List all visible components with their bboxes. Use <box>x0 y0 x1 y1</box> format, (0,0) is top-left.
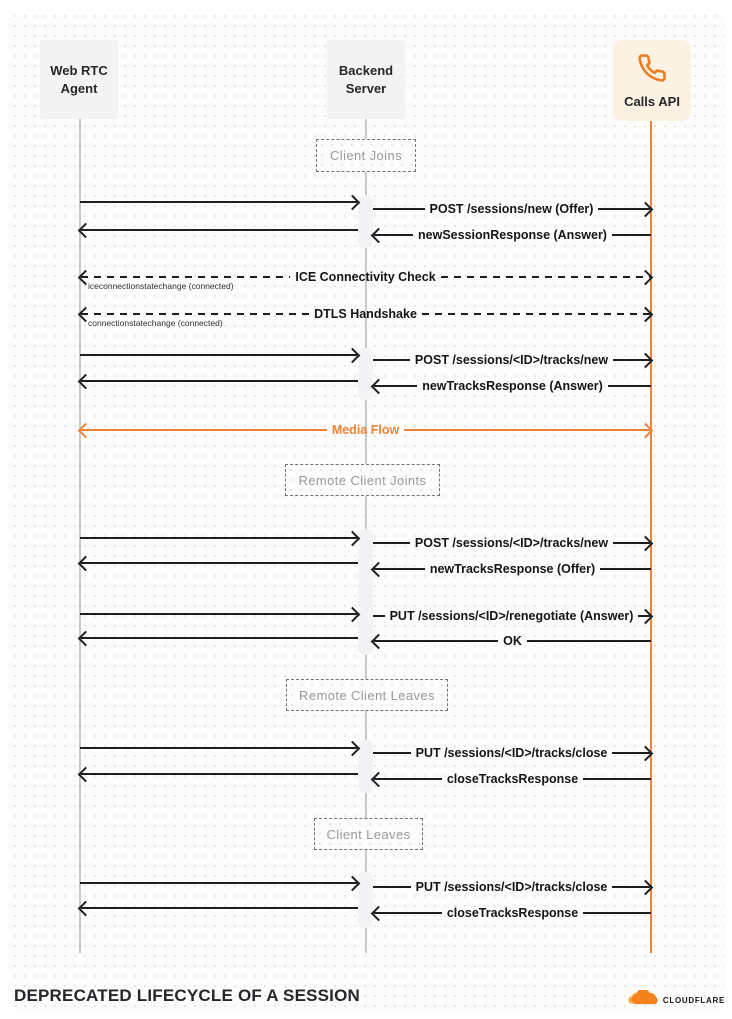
arrowhead-left-icon <box>78 555 94 571</box>
section-remote-client-joints <box>285 464 440 496</box>
message-line <box>373 615 385 617</box>
message-line <box>373 886 411 888</box>
message-line <box>81 637 358 639</box>
message-line <box>374 640 498 642</box>
message-line <box>80 882 357 884</box>
message-label: newTracksResponse (Answer) <box>422 379 603 393</box>
message-line <box>404 429 650 431</box>
arrowhead-right-icon <box>345 347 361 363</box>
cloudflare-cloud-icon <box>628 990 660 1010</box>
message-arrow <box>373 227 651 243</box>
message-label: PUT /sessions/<ID>/tracks/close <box>415 746 608 760</box>
page-title: DEPRECATED LIFECYCLE OF A SESSION <box>14 986 361 1005</box>
actor-label: Backend Server <box>338 62 394 96</box>
message-line <box>80 354 357 356</box>
section-label: Remote Client Joints <box>298 472 427 488</box>
message-line <box>373 752 411 754</box>
message-line <box>81 429 327 431</box>
actor-calls-api <box>613 40 691 121</box>
arrowhead-left-icon <box>78 373 94 389</box>
message-arrow <box>80 530 358 546</box>
arrowhead-right-icon <box>638 745 654 761</box>
arrowhead-right-icon <box>345 875 361 891</box>
message-line <box>373 542 410 544</box>
arrowhead-left-icon <box>78 630 94 646</box>
message-label: ICE Connectivity Check <box>295 270 436 284</box>
message-line <box>80 747 357 749</box>
actor-web-rtc-agent <box>40 40 118 119</box>
message-line <box>583 912 651 914</box>
message-arrow <box>373 352 651 368</box>
arrowhead-left-icon <box>371 633 387 649</box>
arrowhead-right-icon <box>345 530 361 546</box>
message-label: OK <box>503 634 522 648</box>
message-arrow <box>373 771 651 787</box>
arrowhead-right-icon <box>345 606 361 622</box>
arrowhead-right-icon <box>345 740 361 756</box>
arrowhead-left-icon <box>78 766 94 782</box>
message-arrow <box>373 535 651 551</box>
message-arrow <box>373 905 651 921</box>
section-label: Client Joins <box>330 148 402 163</box>
message-label: POST /sessions/<ID>/tracks/new <box>414 536 609 550</box>
message-label: PUT /sessions/<ID>/tracks/close <box>415 880 608 894</box>
arrowhead-left-icon <box>371 771 387 787</box>
message-note: iceconnectionstatechange (connected) <box>88 281 234 291</box>
message-line <box>81 773 358 775</box>
message-line <box>583 778 651 780</box>
message-arrow <box>80 606 358 622</box>
arrowhead-left-icon <box>371 378 387 394</box>
message-line <box>81 313 309 315</box>
message-label: newTracksResponse (Offer) <box>429 562 596 576</box>
message-line <box>600 568 651 570</box>
message-label: PUT /sessions/<ID>/renegotiate (Answer) <box>389 609 634 623</box>
arrowhead-right-icon <box>638 352 654 368</box>
message-line <box>441 276 650 278</box>
arrowhead-left-icon <box>78 222 94 238</box>
message-arrow <box>80 875 358 891</box>
arrowhead-right-icon <box>638 608 654 624</box>
message-line <box>527 640 651 642</box>
activation-bar <box>358 529 373 655</box>
message-line <box>81 907 358 909</box>
message-label: POST /sessions/<ID>/tracks/new <box>414 353 609 367</box>
message-arrow <box>80 900 358 916</box>
actor-backend-server <box>327 40 405 119</box>
arrowhead-left-icon <box>371 227 387 243</box>
section-remote-client-leaves <box>286 679 448 711</box>
message-label: POST /sessions/new (Offer) <box>429 202 594 216</box>
phone-icon <box>637 53 667 88</box>
message-note: connectionstatechange (connected) <box>88 318 223 328</box>
message-label: newSessionResponse (Answer) <box>418 228 607 242</box>
actor-label: Web RTC Agent <box>50 62 108 96</box>
message-line <box>81 276 290 278</box>
message-arrow <box>373 378 651 394</box>
message-line <box>422 313 650 315</box>
actor-label: Calls API <box>624 93 680 109</box>
message-line <box>612 234 651 236</box>
message-arrow <box>80 373 358 389</box>
arrowhead-right-icon <box>638 422 654 438</box>
message-arrow <box>373 879 651 895</box>
message-line <box>80 201 357 203</box>
cloudflare-wordmark: CLOUDFLARE <box>662 995 725 1005</box>
section-label: Client Leaves <box>326 826 411 842</box>
message-arrow <box>80 555 358 571</box>
arrowhead-left-icon <box>371 905 387 921</box>
activation-bar <box>358 195 373 248</box>
message-line <box>81 229 358 231</box>
message-line <box>608 385 651 387</box>
message-arrow <box>373 608 651 624</box>
arrowhead-right-icon <box>638 306 654 322</box>
arrowhead-left-icon <box>78 900 94 916</box>
message-line <box>373 359 410 361</box>
message-line <box>80 537 357 539</box>
activation-bar <box>358 348 373 400</box>
message-arrow <box>80 630 358 646</box>
message-arrow <box>80 306 651 328</box>
message-arrow <box>80 740 358 756</box>
message-line <box>80 613 357 615</box>
message-label: closeTracksResponse <box>446 772 579 786</box>
message-label: Media Flow <box>331 423 400 437</box>
arrowhead-right-icon <box>638 269 654 285</box>
arrowhead-right-icon <box>345 194 361 210</box>
arrowhead-left-icon <box>371 561 387 577</box>
arrowhead-right-icon <box>638 201 654 217</box>
message-line <box>81 380 358 382</box>
arrowhead-right-icon <box>638 535 654 551</box>
message-line <box>81 562 358 564</box>
section-label: Remote Client Leaves <box>299 687 435 703</box>
activation-bar <box>358 872 373 928</box>
message-arrow <box>373 745 651 761</box>
cloudflare-logo <box>628 990 725 1010</box>
arrowhead-right-icon <box>638 879 654 895</box>
message-arrow <box>80 269 651 291</box>
message-arrow <box>80 766 358 782</box>
section-client-joins <box>316 139 416 172</box>
message-arrow <box>373 561 651 577</box>
message-arrow <box>80 347 358 363</box>
message-arrow <box>80 222 358 238</box>
section-client-leaves <box>314 818 423 850</box>
message-arrow <box>373 633 651 649</box>
message-label: DTLS Handshake <box>314 307 417 321</box>
message-arrow <box>80 194 358 210</box>
message-label: closeTracksResponse <box>446 906 579 920</box>
message-line <box>373 208 425 210</box>
arrowhead-left-icon <box>78 422 94 438</box>
message-arrow <box>373 201 651 217</box>
message-arrow <box>80 422 651 438</box>
